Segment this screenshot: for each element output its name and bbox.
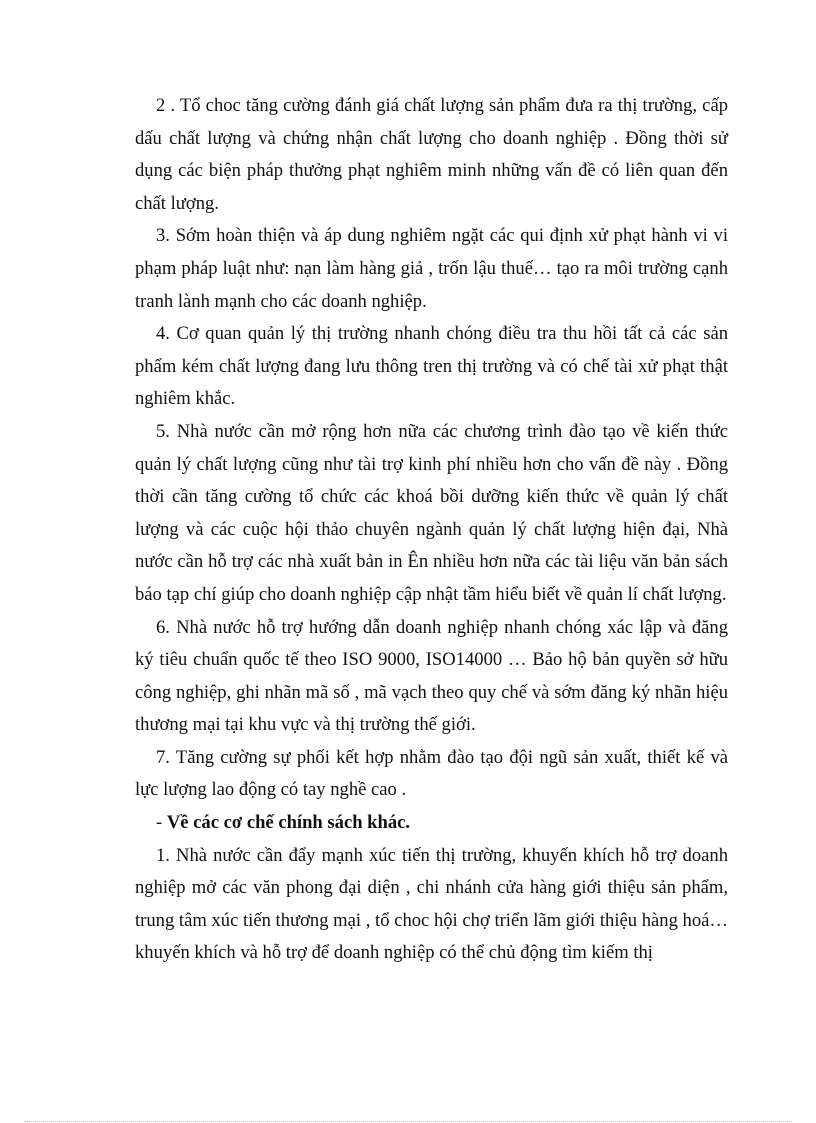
paragraph-4: 4. Cơ quan quản lý thị trường nhanh chóng điều tra thu hồi tất cả các sản phẩm kém chất lượng đang lưu thông tren thị trường và có chế tài xử phạt thật nghiêm khắc. [135, 323, 728, 410]
paragraph-2: 2 . Tổ choc tăng cường đánh giá chất lượng sản phẩm đưa ra thị trường, cấp dấu chất lượng và chứng nhận chất lượng cho doanh nghiệp . Đồng thời sử dụng các biện pháp thưởng phạt nghiêm minh những vấn đề có liên quan đến chất lượng. [135, 95, 728, 214]
heading-text: Về các cơ chế chính sách khác. [166, 812, 411, 834]
paragraph-6: 6. Nhà nước hỗ trợ hướng dẫn doanh nghiệp nhanh chóng xác lập và đăng ký tiêu chuẩn quốc tế theo ISO 9000, ISO14000 … Bảo hộ bản quyền sở hữu công nghiệp, ghi nhãn mã số , mã vạch theo quy chế và sớm đăng ký nhãn hiệu thương mại tại khu vực và thị trường thế giới. [135, 616, 728, 736]
page-bottom-divider [24, 1121, 792, 1122]
paragraph-final: 1. Nhà nước cần đẩy mạnh xúc tiến thị trường, khuyến khích hỗ trợ doanh nghiệp mở các văn phong đại diện , chi nhánh cửa hàng giới thiệu sản phẩm, trung tâm xúc tiến thương mại , tổ choc hội chợ triển lãm giới thiệu hàng hoá… khuyến khích và hỗ trợ để doanh nghiệp có thể chủ động tìm kiếm thị [135, 844, 728, 964]
paragraph-5: 5. Nhà nước cần mở rộng hơn nữa các chương trình đào tạo về kiến thức quản lý chất lượng cũng như tài trợ kinh phí nhiều hơn cho vấn đề này . Đồng thời cần tăng cường tổ chức các khoá bồi dưỡng kiến thức về quản lý chất lượng và các cuộc hội thảo chuyên ngành quản lý chất lượng hiện đại, Nhà nước cần hỗ trợ các nhà xuất bản in Ên nhiều hơn nữa các tài liệu văn bản sách báo tạp chí giúp cho doanh nghiệp cập nhật tầm hiểu biết về quản lí chất lượng. [135, 420, 728, 605]
section-heading [135, 807, 728, 840]
heading-prefix: - [156, 812, 167, 834]
paragraph-7: 7. Tăng cường sự phối kết hợp nhằm đào tạo đội ngũ sản xuất, thiết kế và lực lượng lao động có tay nghề cao . [135, 746, 728, 801]
document-body [135, 90, 728, 970]
paragraph-3: 3. Sớm hoàn thiện và áp dung nghiêm ngặt các qui định xử phạt hành vi vi phạm pháp luật như: nạn làm hàng giả , trốn lậu thuế… tạo ra môi trường cạnh tranh lành mạnh cho các doanh nghiệp. [135, 225, 728, 312]
